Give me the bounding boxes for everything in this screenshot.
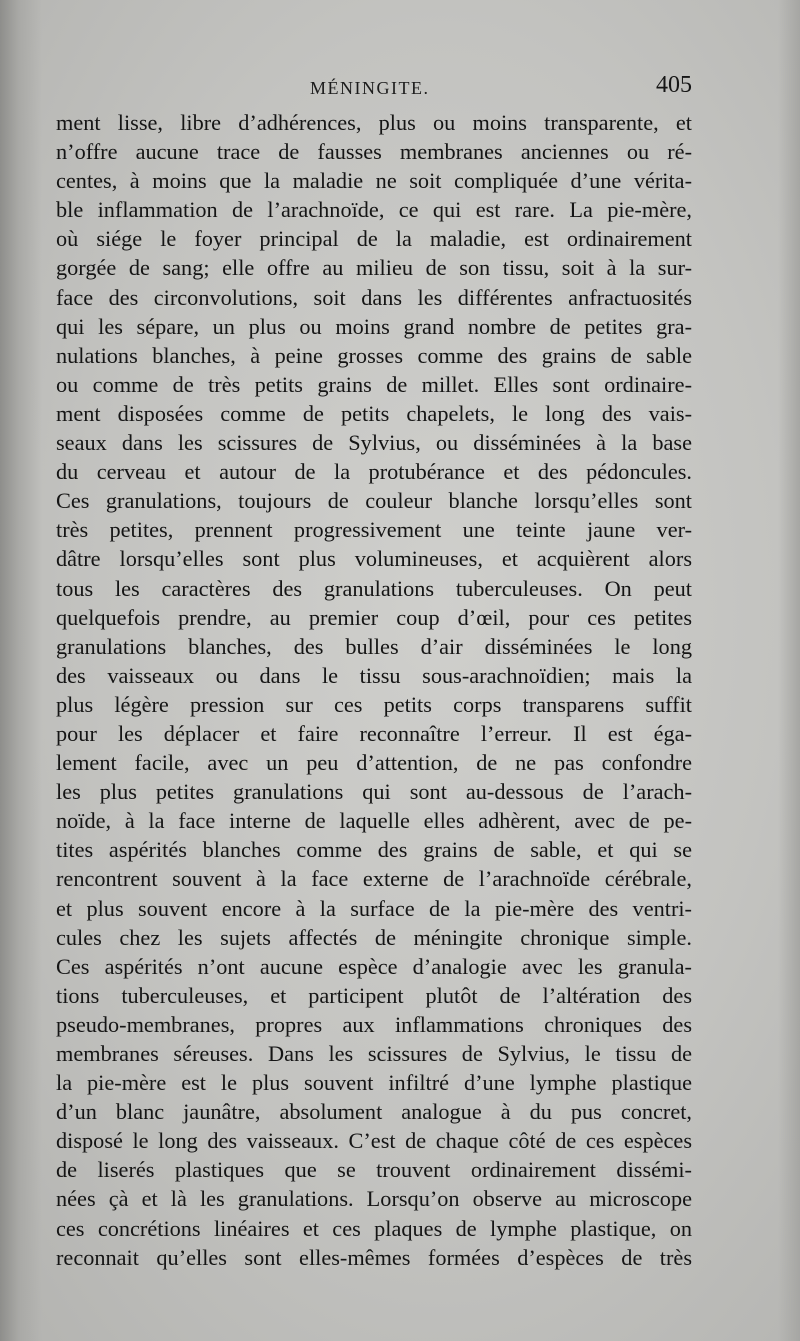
text-line: ment lisse, libre d’adhérences, plus ou moins transparente, et bbox=[56, 110, 692, 135]
text-line: qui les sépare, un plus ou moins grand nombre de petites gra- bbox=[56, 313, 692, 339]
text-line: ces concrétions linéaires et ces plaques de lymphe plastique, on bbox=[56, 1215, 692, 1241]
text-line: centes, à moins que la maladie ne soit compliquée d’une vérita- bbox=[56, 168, 692, 194]
text-line: pseudo-membranes, propres aux inflammations chroniques des bbox=[56, 1011, 692, 1037]
text-line: seaux dans les scissures de Sylvius, ou disséminées à la base bbox=[56, 430, 692, 456]
text-line: ble inflammation de l’arachnoïde, ce qui est rare. La pie-mère, bbox=[56, 197, 692, 223]
text-line: d’un blanc jaunâtre, absolument analogue à du pus concret, bbox=[56, 1099, 692, 1125]
text-line: cules chez les sujets affectés de méningite chronique simple. bbox=[56, 924, 692, 950]
text-line: nulations blanches, à peine grosses comme des grains de sable bbox=[56, 342, 692, 368]
text-line: n’offre aucune trace de fausses membranes anciennes ou ré- bbox=[56, 139, 692, 165]
text-line: nées çà et là les granulations. Lorsqu’on observe au microscope bbox=[56, 1186, 692, 1212]
text-line: membranes séreuses. Dans les scissures de Sylvius, le tissu de bbox=[56, 1041, 692, 1066]
text-line: la pie-mère est le plus souvent infiltré d’une lymphe plastique bbox=[56, 1070, 692, 1096]
text-line: disposé le long des vaisseaux. C’est de chaque côté de ces espèces bbox=[56, 1128, 692, 1154]
text-line: ment disposées comme de petits chapelets, le long des vais- bbox=[56, 400, 692, 426]
page-number: 405 bbox=[656, 72, 692, 98]
text-line: face des circonvolutions, soit dans les différentes anfractuosités bbox=[56, 284, 692, 310]
text-line: plus légère pression sur ces petits corps transparens suffit bbox=[56, 691, 692, 717]
text-line: tions tuberculeuses, et participent plutôt de l’altération des bbox=[56, 982, 692, 1008]
text-line: noïde, à la face interne de laquelle elles adhèrent, avec de pe- bbox=[56, 808, 692, 834]
text-line: pour les déplacer et faire reconnaître l’erreur. Il est éga- bbox=[56, 720, 692, 746]
text-line: du cerveau et autour de la protubérance et des pédoncules. bbox=[56, 459, 692, 485]
text-line: lement facile, avec un peu d’attention, de ne pas confondre bbox=[56, 750, 692, 776]
text-line: de liserés plastiques que se trouvent ordinairement dissémi- bbox=[56, 1157, 692, 1183]
body-text bbox=[56, 108, 692, 1272]
text-line: dâtre lorsqu’elles sont plus volumineuses, et acquièrent alors bbox=[56, 546, 692, 572]
text-line: où siége le foyer principal de la maladie, est ordinairement bbox=[56, 226, 692, 252]
text-line: tites aspérités blanches comme des grains de sable, et qui se bbox=[56, 837, 692, 863]
running-head bbox=[60, 72, 692, 102]
text-line: Ces aspérités n’ont aucune espèce d’analogie avec les granula- bbox=[56, 953, 692, 979]
text-line: tous les caractères des granulations tuberculeuses. On peut bbox=[56, 575, 692, 601]
text-line: les plus petites granulations qui sont au-dessous de l’arach- bbox=[56, 779, 692, 805]
text-line: quelquefois prendre, au premier coup d’œil, pour ces petites bbox=[56, 604, 692, 630]
text-line: ou comme de très petits grains de millet. Elles sont ordinaire- bbox=[56, 371, 692, 397]
text-line: gorgée de sang; elle offre au milieu de son tissu, soit à la sur- bbox=[56, 255, 692, 281]
text-line: Ces granulations, toujours de couleur blanche lorsqu’elles sont bbox=[56, 488, 692, 514]
text-line: très petites, prennent progressivement une teinte jaune ver- bbox=[56, 517, 692, 543]
text-line: des vaisseaux ou dans le tissu sous-arachnoïdien; mais la bbox=[56, 662, 692, 688]
text-line: granulations blanches, des bulles d’air disséminées le long bbox=[56, 633, 692, 659]
text-line: rencontrent souvent à la face externe de l’arachnoïde cérébrale, bbox=[56, 866, 692, 892]
running-title: MÉNINGITE. bbox=[310, 78, 430, 98]
text-line: reconnait qu’elles sont elles-mêmes formées d’espèces de très bbox=[56, 1244, 692, 1270]
text-line: et plus souvent encore à la surface de la pie-mère des ventri- bbox=[56, 895, 692, 921]
